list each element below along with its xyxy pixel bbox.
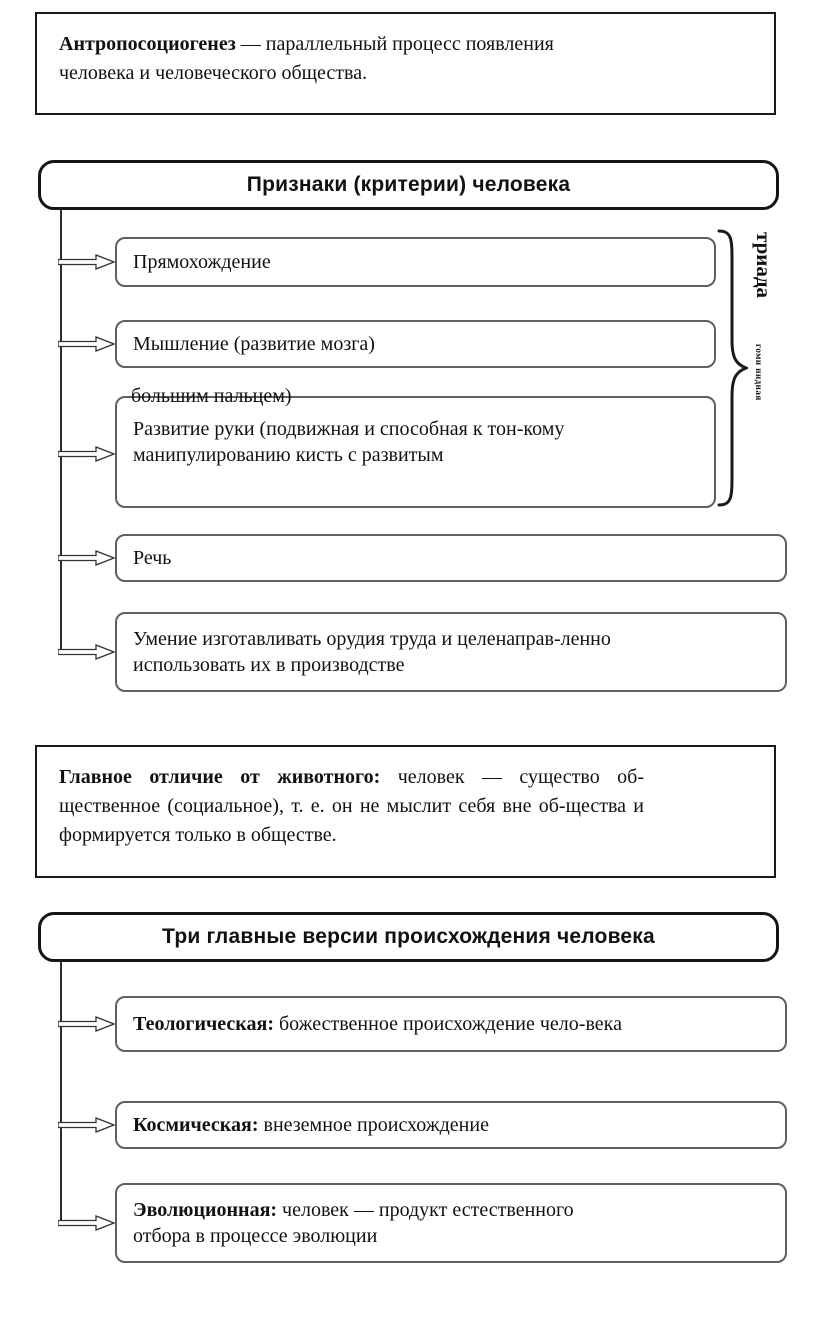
criteria-item-thinking xyxy=(115,320,716,368)
triad-label: триада xyxy=(752,232,776,298)
flow-arrow-icon xyxy=(58,550,116,566)
version-item-label xyxy=(133,1197,605,1249)
version-item-theological xyxy=(115,996,787,1052)
flow-arrow-icon xyxy=(58,254,116,270)
difference-paragraph xyxy=(59,763,644,850)
intro-text: — параллельный процесс появления человека и человеческого общества. xyxy=(59,33,554,84)
version-item-lead: Космическая: xyxy=(133,1114,259,1136)
difference-box xyxy=(35,745,776,878)
versions-connector-line xyxy=(60,962,62,1224)
version-item-evolutionary xyxy=(115,1183,787,1263)
version-item-label xyxy=(133,1112,769,1138)
flow-arrow-icon xyxy=(58,1117,116,1133)
version-item-text: внеземное происхождение xyxy=(258,1114,489,1136)
flow-arrow-icon xyxy=(58,446,116,462)
triad-brace-icon xyxy=(716,228,748,508)
flow-arrow-icon xyxy=(58,1215,116,1231)
version-item-lead: Теологическая: xyxy=(133,1013,274,1035)
criteria-item-label: Развитие руки (подвижная и способная к тон-кому манипулированию кисть с развитым xyxy=(133,418,565,466)
criteria-item-label: Мышление (развитие мозга) xyxy=(133,333,375,355)
versions-header xyxy=(38,912,779,962)
criteria-item-speech xyxy=(115,534,787,582)
criteria-item-hand-development xyxy=(115,385,716,508)
criteria-title: Признаки (критерии) человека xyxy=(246,173,571,196)
criteria-item-label: Речь xyxy=(133,547,172,569)
version-item-label xyxy=(133,1011,769,1037)
difference-lead: Главное отличие от животного: xyxy=(59,766,381,788)
versions-title: Три главные версии происхождения человека xyxy=(162,925,655,948)
criteria-item-upright-walking xyxy=(115,237,716,287)
criteria-connector-line xyxy=(60,210,62,654)
criteria-item-label: Умение изготавливать орудия труда и целенаправ-ленно использовать их в производстве xyxy=(133,628,611,676)
difference-text: человек — существо об-щественное (социальное), т. е. он не мыслит себя вне об-щества и формируется только в обществе. xyxy=(59,766,644,846)
triad-sublabel: гоми нидная xyxy=(754,344,764,401)
flow-arrow-icon xyxy=(58,644,116,660)
intro-term: Антропосоциогенез xyxy=(59,33,236,55)
version-item-lead: Эволюционная: xyxy=(133,1199,278,1221)
flow-arrow-icon xyxy=(58,336,116,352)
intro-paragraph xyxy=(59,30,604,88)
criteria-item-label: Прямохождение xyxy=(133,251,271,273)
criteria-header xyxy=(38,160,779,210)
intro-box xyxy=(35,12,776,115)
criteria-item-overflow-text: большим пальцем) xyxy=(131,385,292,407)
version-item-text: человек — продукт естественного отбора в процессе эволюции xyxy=(133,1199,574,1247)
criteria-item-tool-making xyxy=(115,612,787,692)
version-item-cosmic xyxy=(115,1101,787,1149)
version-item-text: божественное происхождение чело-века xyxy=(274,1013,622,1035)
flow-arrow-icon xyxy=(58,1016,116,1032)
